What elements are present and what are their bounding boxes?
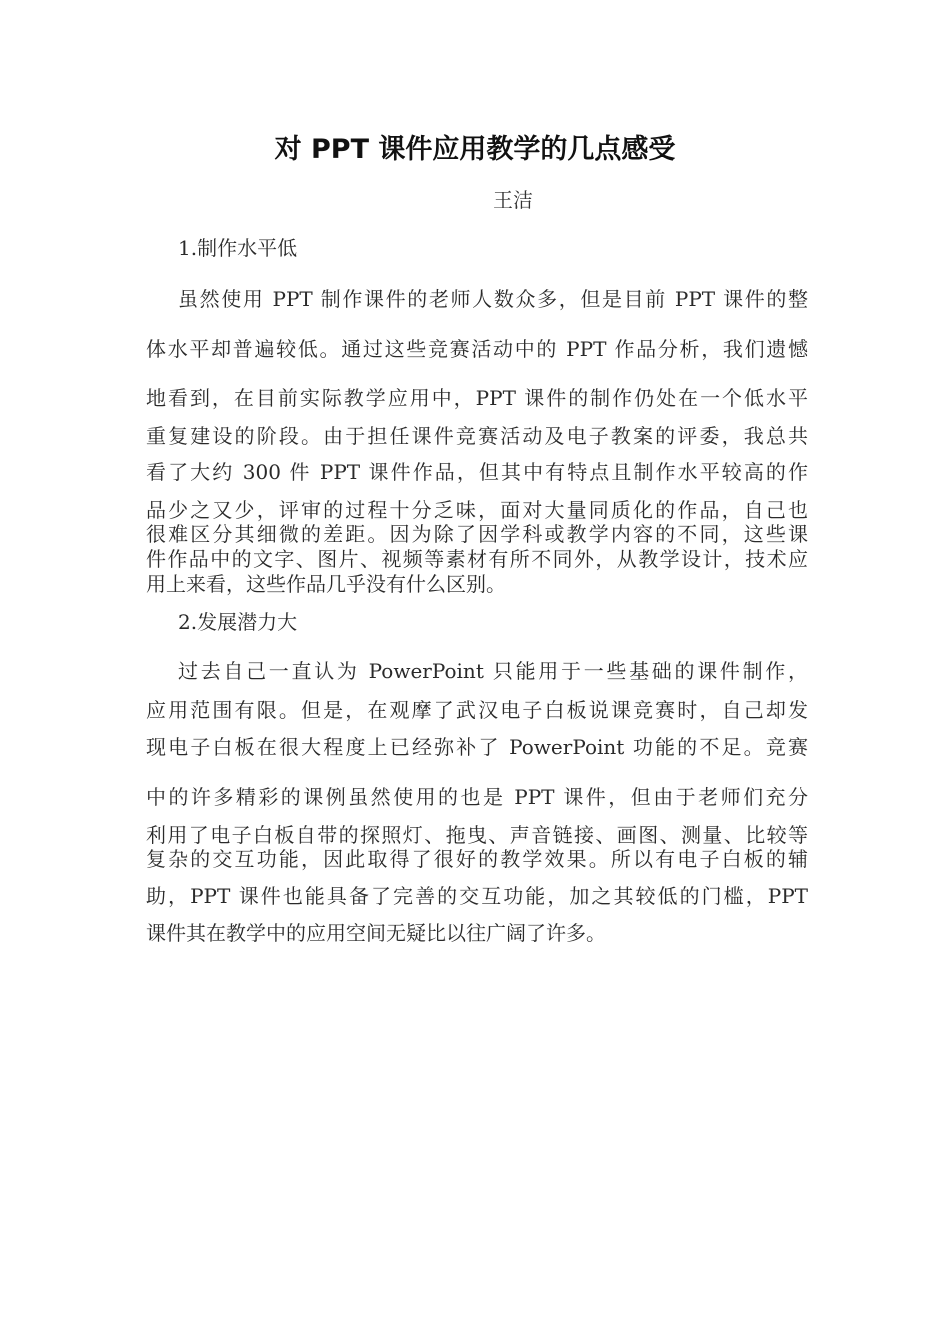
paragraph-line: 虽然使用 PPT 制作课件的老师人数众多，但是目前 PPT 课件的整 — [178, 287, 808, 311]
paragraph-line: 看了大约 300 件 PPT 课件作品，但其中有特点且制作水平较高的作 — [146, 460, 808, 484]
paragraph-line: 过去自己一直认为 PowerPoint 只能用于一些基础的课件制作， — [178, 659, 808, 683]
paragraph-line: 中的许多精彩的课例虽然使用的也是 PPT 课件，但由于老师们充分 — [146, 785, 808, 809]
document-author: 王洁 — [493, 188, 533, 212]
paragraph-line: 件作品中的文字、图片、视频等素材有所不同外，从教学设计，技术应 — [146, 547, 808, 571]
paragraph-line: 应用范围有限。但是，在观摩了武汉电子白板说课竞赛时，自己却发 — [146, 698, 808, 722]
paragraph-line: 品少之又少，评审的过程十分乏味，面对大量同质化的作品，自己也 — [146, 498, 808, 522]
section-heading-1: 1.制作水平低 — [178, 236, 298, 260]
section-heading-2: 2.发展潜力大 — [178, 610, 298, 634]
paragraph-line: 体水平却普遍较低。通过这些竞赛活动中的 PPT 作品分析，我们遗憾 — [146, 337, 808, 361]
paragraph-line: 助，PPT 课件也能具备了完善的交互功能，加之其较低的门槛，PPT — [146, 884, 808, 908]
paragraph-line: 课件其在教学中的应用空间无疑比以往广阔了许多。 — [146, 921, 606, 945]
paragraph-line: 很难区分其细微的差距。因为除了因学科或教学内容的不同，这些课 — [146, 522, 808, 546]
paragraph-line: 重复建设的阶段。由于担任课件竞赛活动及电子教案的评委，我总共 — [146, 424, 808, 448]
paragraph-line: 利用了电子白板自带的探照灯、拖曳、声音链接、画图、测量、比较等 — [146, 823, 808, 847]
document-title: 对 PPT 课件应用教学的几点感受 — [274, 134, 676, 165]
paragraph-line: 用上来看，这些作品几乎没有什么区别。 — [146, 572, 506, 596]
paragraph-line: 复杂的交互功能，因此取得了很好的教学效果。所以有电子白板的辅 — [146, 847, 808, 871]
paragraph-line: 地看到，在目前实际教学应用中，PPT 课件的制作仍处在一个低水平 — [146, 386, 808, 410]
paragraph-line: 现电子白板在很大程度上已经弥补了 PowerPoint 功能的不足。竞赛 — [146, 735, 808, 759]
